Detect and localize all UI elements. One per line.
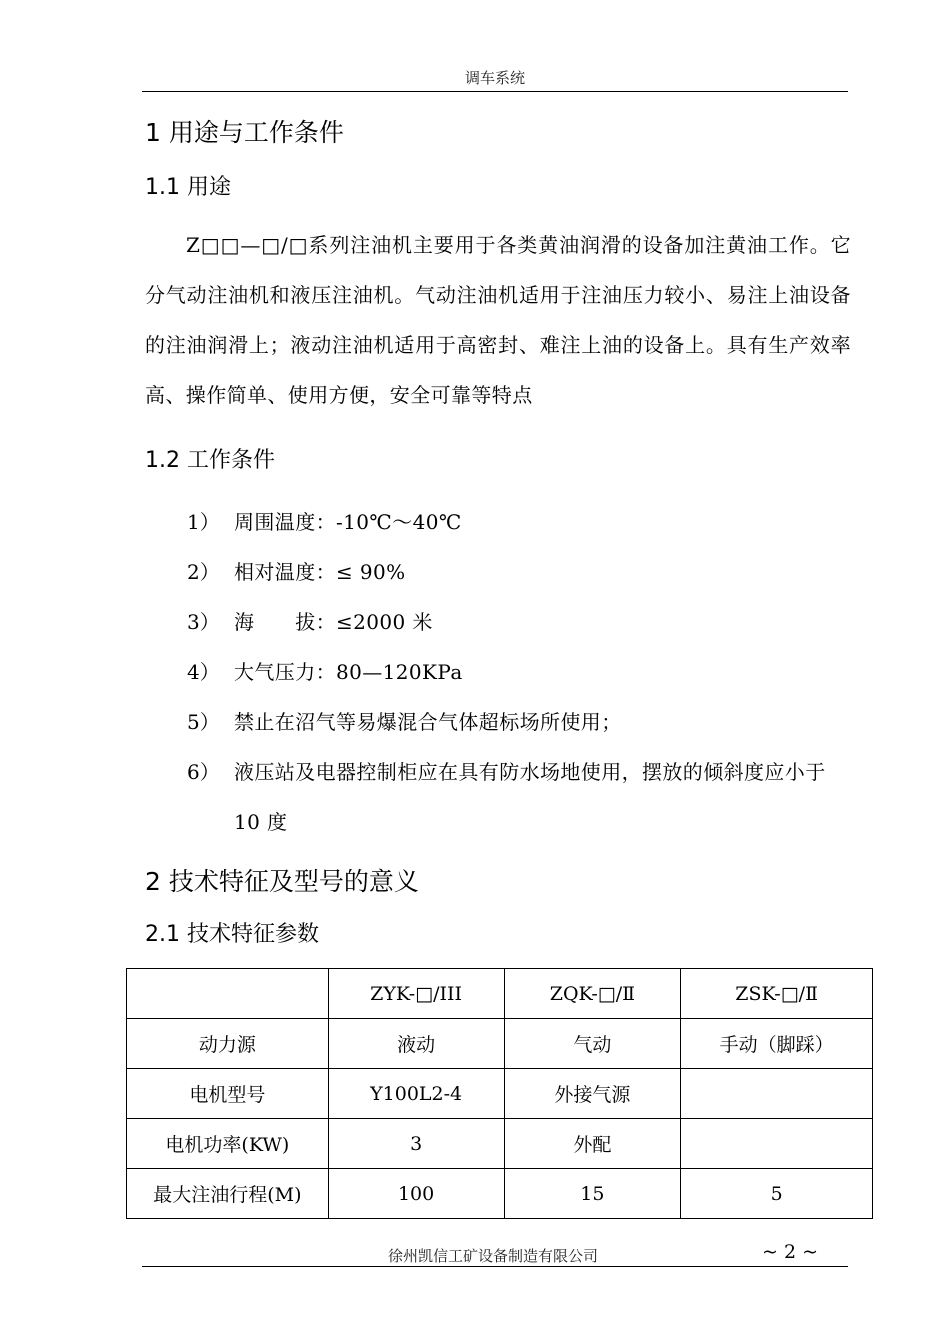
table-header-row [127,969,873,1019]
table-cell [127,969,329,1019]
table-cell: 最大注油行程(M) [127,1169,329,1219]
list-item [187,747,851,847]
table-cell: 3 [328,1119,504,1169]
table-cell: 5 [681,1169,873,1219]
table-cell [681,1119,873,1169]
table-cell: 100 [328,1169,504,1219]
list-item-text: 禁止在沼气等易爆混合气体超标场所使用； [234,710,622,734]
list-item-number: 6） [187,760,220,784]
table-row [127,1069,873,1119]
table-cell: 动力源 [127,1019,329,1069]
purpose-paragraph: Z□□—□/□系列注油机主要用于各类黄油润滑的设备加注黄油工作。它分气动注油机和液压注油机。气动注油机适用于注油压力较小、易注上油设备的注油润滑上；液动注油机适用于高密封、难注上油的设备上。具有生产效率高、操作简单、使用方便，安全可靠等特点 [145,233,851,407]
spec-table [126,968,873,1219]
list-item [187,547,851,597]
list-item-text: 大气压力：80—120KPa [234,660,463,684]
footer-company: 徐州凯信工矿设备制造有限公司 [388,1247,599,1265]
page-header-title: 调车系统 [464,69,525,87]
list-item-number: 3） [187,610,220,634]
table-cell: 15 [504,1169,681,1219]
list-item-text: 周围温度：-10℃～40℃ [234,510,462,534]
table-cell: 液动 [328,1019,504,1069]
section-2-1-heading: 2.1 技术特征参数 [145,922,319,947]
list-item [187,597,851,647]
list-item-number: 1） [187,510,220,534]
table-cell [681,1069,873,1119]
table-cell: 电机型号 [127,1069,329,1119]
list-item-text: 相对温度：≤ 90% [234,560,406,584]
header-divider [142,91,848,92]
list-item-text: 液压站及电器控制柜应在具有防水场地使用，摆放的倾斜度应小于 10 度 [234,760,826,834]
table-row [127,1169,873,1219]
list-item-number: 4） [187,660,220,684]
table-cell: 电机功率(KW) [127,1119,329,1169]
table-row [127,1019,873,1069]
list-item [187,647,851,697]
working-conditions-list [187,497,851,847]
list-item [187,697,851,747]
table-cell: 外接气源 [504,1069,681,1119]
table-cell: ZYK-□/III [328,969,504,1019]
table-cell: 外配 [504,1119,681,1169]
list-item [187,497,851,547]
section-1-heading: 1 用途与工作条件 [145,118,344,147]
list-item-number: 2） [187,560,220,584]
footer-divider [142,1266,848,1267]
table-cell: Y100L2-4 [328,1069,504,1119]
table-cell: ZSK-□/Ⅱ [681,969,873,1019]
list-item-text: 海 拔：≤2000 米 [234,610,433,634]
list-item-number: 5） [187,710,220,734]
section-1-2-heading: 1.2 工作条件 [145,448,275,473]
section-1-1-heading: 1.1 用途 [145,175,231,200]
table-cell: 手动（脚踩） [681,1019,873,1069]
table-cell: 气动 [504,1019,681,1069]
table-row [127,1119,873,1169]
section-2-heading: 2 技术特征及型号的意义 [145,867,419,896]
page-number: ~ 2 ~ [762,1241,819,1263]
table-cell: ZQK-□/Ⅱ [504,969,681,1019]
